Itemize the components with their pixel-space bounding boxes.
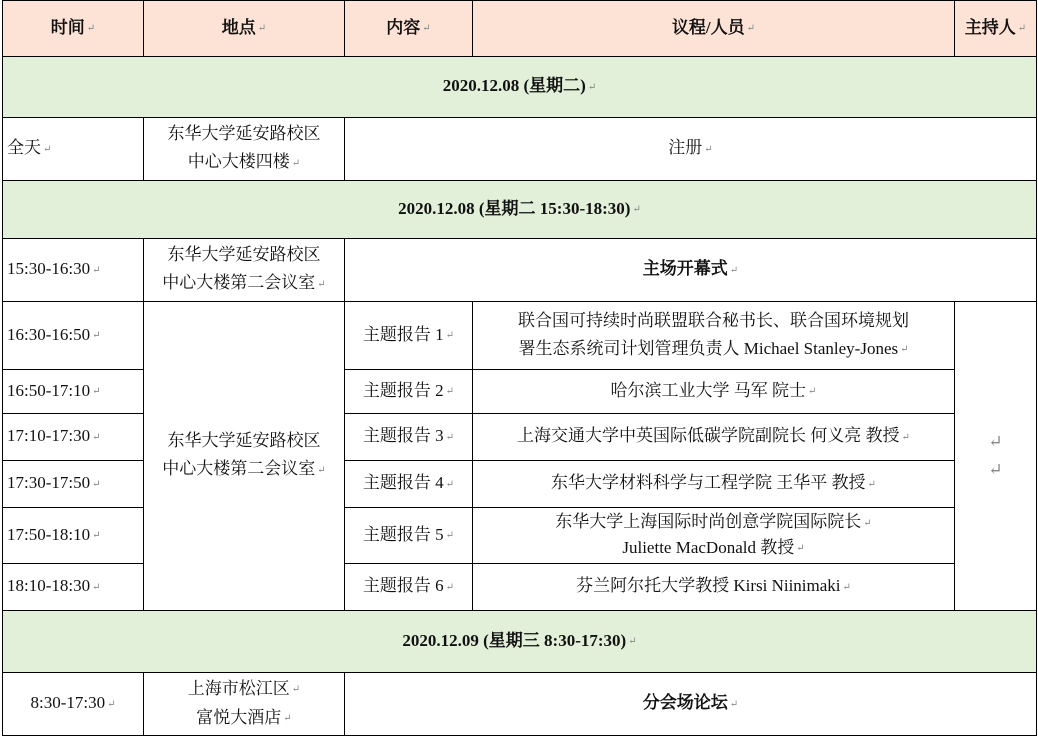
agenda-table [2,0,1037,736]
cell-content: 主题报告 3 ↵ [345,414,473,461]
table-row [3,118,1037,181]
cell-time: 16:50-17:10 ↵ [3,370,144,414]
day-row [3,57,1037,118]
day-label: 2020.12.08 (星期二) ↵ [443,76,596,95]
cell-time: 18:10-18:30 ↵ [3,564,144,611]
day-label: 2020.12.08 (星期二 15:30-18:30) ↵ [398,199,641,218]
cell-time: 16:30-16:50 ↵ [3,302,144,370]
cell-time: 15:30-16:30 ↵ [3,239,144,302]
cell-content: 主题报告 2 ↵ [345,370,473,414]
table-row [3,302,1037,370]
cell-location: 东华大学延安路校区 中心大楼第二会议室 ↵ [144,239,345,302]
table-row [3,673,1037,736]
cell-time: 8:30-17:30 ↵ [3,673,144,736]
cell-content: 分会场论坛 ↵ [345,673,1037,736]
cell-time: 全天 ↵ [3,118,144,181]
cell-content: 主题报告 1 ↵ [345,302,473,370]
day-label: 2020.12.09 (星期三 8:30-17:30) ↵ [402,631,636,650]
cell-time: 17:10-17:30 ↵ [3,414,144,461]
cell-time: 17:50-18:10 ↵ [3,508,144,564]
day-row [3,611,1037,673]
cell-content: 主题报告 6 ↵ [345,564,473,611]
cell-agenda: 东华大学上海国际时尚创意学院国际院长 ↵ Juliette MacDonald 教授 ↵ [473,508,955,564]
cell-content: 主场开幕式 ↵ [345,239,1037,302]
day-row [3,181,1037,239]
cell-time: 17:30-17:50 ↵ [3,461,144,508]
header-location: 地点 ↵ [144,1,345,57]
cell-agenda: 芬兰阿尔托大学教授 Kirsi Niinimaki ↵ [473,564,955,611]
cell-content: 注册 ↵ [345,118,1037,181]
cell-location: 上海市松江区 ↵ 富悦大酒店 ↵ [144,673,345,736]
cell-location: 东华大学延安路校区 中心大楼四楼 ↵ [144,118,345,181]
header-agenda: 议程/人员 ↵ [473,1,955,57]
cell-agenda: 联合国可持续时尚联盟联合秘书长、联合国环境规划 署生态系统司计划管理负责人 Michael Stanley-Jones ↵ [473,302,955,370]
cell-agenda: 东华大学材料科学与工程学院 王华平 教授 ↵ [473,461,955,508]
cell-location: 东华大学延安路校区 中心大楼第二会议室 ↵ [144,302,345,611]
cell-host: ↵ ↵ [955,302,1037,611]
header-time: 时间 ↵ [3,1,144,57]
header-row [3,1,1037,57]
cell-content: 主题报告 5 ↵ [345,508,473,564]
cell-agenda: 上海交通大学中英国际低碳学院副院长 何义亮 教授 ↵ [473,414,955,461]
header-content: 内容 ↵ [345,1,473,57]
cell-content: 主题报告 4 ↵ [345,461,473,508]
cell-agenda: 哈尔滨工业大学 马军 院士 ↵ [473,370,955,414]
header-host: 主持人 ↵ [955,1,1037,57]
table-row [3,239,1037,302]
